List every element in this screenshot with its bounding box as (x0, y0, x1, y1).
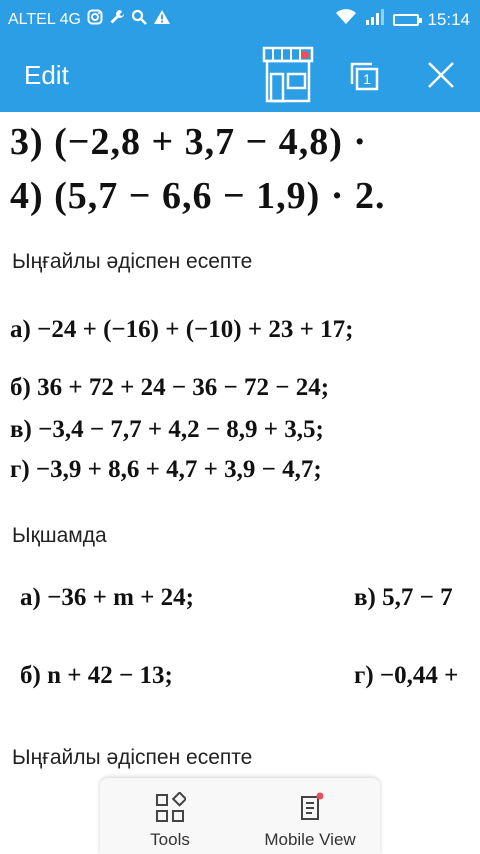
exercise-v: в) −3,4 − 7,7 + 4,2 − 8,9 + 3,5; (10, 416, 324, 443)
exercise-g: г) −3,9 + 8,6 + 4,7 + 3,9 − 4,7; (10, 456, 322, 483)
exercise-line-3: 3) (−2,8 + 3,7 − 4,8) · (10, 121, 368, 163)
battery-icon (393, 14, 419, 26)
document-content (0, 112, 480, 854)
copy-pages-button[interactable] (348, 60, 380, 92)
exercise-b: б) 36 + 72 + 24 − 36 − 72 − 24; (10, 374, 330, 401)
carrier-label: ALTEL 4G (8, 10, 81, 28)
tools-icon (154, 792, 186, 824)
store-button[interactable] (258, 44, 318, 104)
edit-title: Edit (24, 60, 69, 90)
search-icon (131, 9, 147, 30)
simplify-b: б) n + 42 − 13; (20, 662, 173, 689)
section-heading: Ыңғайлы әдіспен есепте (12, 250, 253, 273)
wrench-icon (109, 9, 125, 30)
exercise-line-4: 4) (5,7 − 6,6 − 1,9) · 2. (10, 175, 386, 217)
mobile-view-icon (294, 792, 326, 824)
status-right (335, 9, 470, 30)
simplify-v: в) 5,7 − 7 (354, 584, 453, 611)
copy-badge-number: 1 (363, 71, 371, 87)
tools-button[interactable] (100, 778, 240, 854)
status-bar (0, 0, 480, 38)
clock: 15:14 (427, 9, 470, 29)
simplify-a: а) −36 + m + 24; (20, 584, 194, 611)
section-heading-2: Ыңғайлы әдіспен есепте (12, 746, 253, 769)
simplify-g: г) −0,44 + (354, 662, 459, 689)
close-icon (424, 58, 458, 92)
store-icon (258, 44, 318, 104)
warning-icon (153, 9, 171, 30)
wifi-icon (335, 9, 357, 30)
mobile-view-label: Mobile View (264, 830, 356, 849)
app-bar (0, 38, 480, 112)
status-left (8, 9, 171, 30)
mobile-view-button[interactable] (240, 778, 380, 854)
tools-label: Tools (150, 830, 190, 849)
close-button[interactable] (424, 58, 458, 92)
exercise-a: а) −24 + (−16) + (−10) + 23 + 17; (10, 316, 354, 343)
section-heading-simplify: Ықшамда (12, 524, 107, 547)
instagram-icon (87, 9, 103, 30)
signal-icon (365, 9, 385, 30)
bottom-toolbar (100, 778, 380, 854)
